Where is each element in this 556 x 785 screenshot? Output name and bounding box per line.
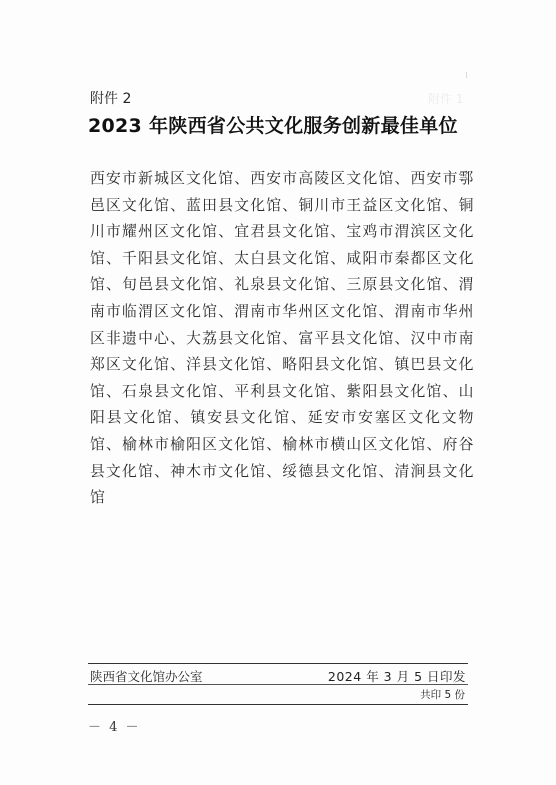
attachment-label: 附件 2 — [90, 91, 132, 107]
page-number: － 4 － — [88, 720, 141, 735]
bleed-through-text: 附件 1 — [428, 92, 464, 106]
footer-middle-rule — [88, 684, 468, 685]
print-copies: 共印 5 份 — [420, 689, 465, 701]
footer-top-rule — [88, 663, 468, 664]
document-title: 2023 年陕西省公共文化服务创新最佳单位 — [88, 115, 458, 137]
issue-date: 2024 年 3 月 5 日印发 — [327, 669, 466, 684]
body-paragraph: 西安市新城区文化馆、西安市高陵区文化馆、西安市鄠邑区文化馆、蓝田县文化馆、铜川市王益区文化馆、铜川市耀州区文化馆、宜君县文化馆、宝鸡市渭滨区文化馆、千阳县文化馆、太白县文化馆、咸阳市秦都区文化馆、旬邑县文化馆、礼泉县文化馆、三原县文化馆、渭南市临渭区文化馆、渭南市华州区文化馆、渭南市华州区非遗中心、大荔县文化馆、富平县文化馆、汉中市南郑区文化馆、洋县文化馆、略阳县文化馆、镇巴县文化馆、石泉县文化馆、平利县文化馆、紫阳县文化馆、山阳县文化馆、镇安县文化馆、延安市安塞区文化文物馆、榆林市榆阳区文化馆、榆林市横山区文化馆、府谷县文化馆、神木市文化馆、绥德县文化馆、清涧县文化馆 — [90, 170, 474, 507]
bleed-through-mark — [466, 72, 467, 78]
issuer-text: 陕西省文化馆办公室 — [90, 669, 203, 684]
footer-bottom-rule — [88, 704, 468, 705]
